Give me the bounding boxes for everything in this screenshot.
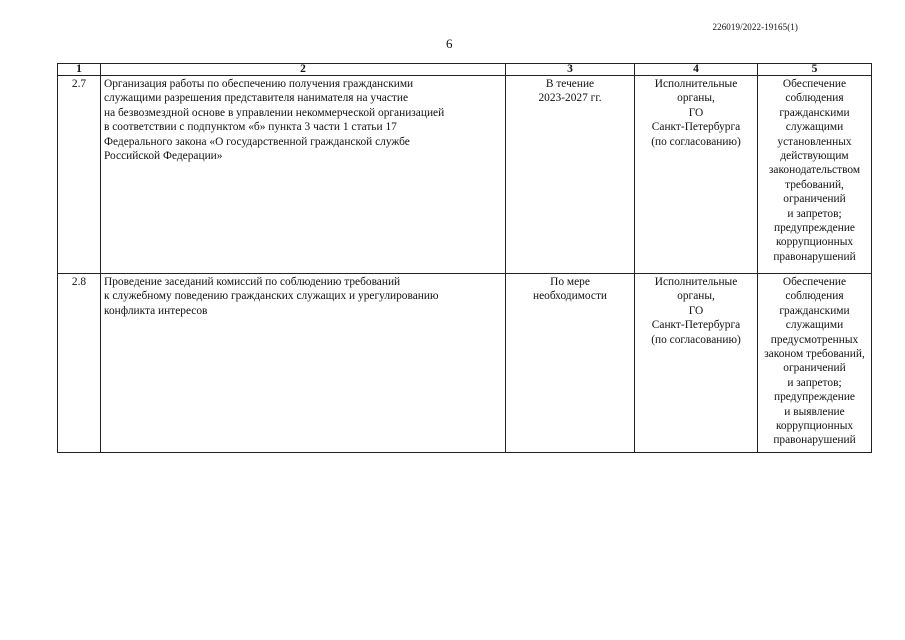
- term-line: По мере: [550, 276, 590, 288]
- executors-line: (по согласованию): [651, 333, 741, 346]
- result-line: и выявление: [784, 405, 845, 418]
- column-header-4: 4: [635, 64, 758, 76]
- executors-line: Исполнительные: [654, 276, 738, 288]
- description-line: конфликта интересов: [104, 304, 208, 317]
- term-line: необходимости: [532, 290, 608, 303]
- result-line: законом требований,: [764, 348, 865, 361]
- description-line: к служебному поведению гражданских служащих и урегулированию: [104, 290, 439, 303]
- table-row: [58, 274, 872, 453]
- column-header-2: 2: [101, 64, 506, 76]
- description-line: на безвозмездной основе в управлении некоммерческой организацией: [104, 106, 445, 119]
- result-line: гражданскими: [779, 304, 850, 317]
- result-line: действующим: [780, 150, 849, 163]
- row-result: [758, 274, 872, 453]
- result-line: служащими: [785, 319, 844, 332]
- executors-line: органы,: [677, 92, 715, 105]
- description-line: в соответствии с подпунктом «б» пункта 3 части 1 статьи 17: [104, 121, 397, 134]
- executors-line: Санкт-Петербурга: [651, 121, 741, 134]
- result-line: ограничений: [783, 362, 846, 375]
- row-executors: [635, 274, 758, 453]
- description-line: Проведение заседаний комиссий по соблюдению требований: [104, 276, 401, 288]
- result-line: гражданскими: [779, 106, 850, 119]
- result-line: и запретов;: [787, 376, 842, 389]
- column-header-3: 3: [506, 64, 635, 76]
- result-line: правонарушений: [773, 434, 856, 447]
- executors-line: ГО: [688, 106, 704, 119]
- term-line: 2023-2027 гг.: [538, 92, 602, 105]
- result-line: законодательством: [768, 164, 861, 177]
- result-line: предупреждение: [773, 222, 855, 235]
- row-term: [506, 76, 635, 274]
- row-term: [506, 274, 635, 453]
- table-header-row: [58, 64, 872, 76]
- page-number: 6: [446, 36, 453, 51]
- description-line: Федерального закона «О государственной гражданской службе: [104, 135, 410, 148]
- row-result: [758, 76, 872, 274]
- result-line: предупреждение: [773, 391, 855, 404]
- result-line: коррупционных: [775, 236, 854, 249]
- result-line: предусмотренных: [770, 333, 859, 346]
- result-line: соблюдения: [785, 92, 844, 105]
- result-line: Обеспечение: [782, 78, 847, 90]
- result-line: служащими: [785, 121, 844, 134]
- description-line: Организация работы по обеспечению получения гражданскими: [104, 78, 414, 90]
- row-number: 2.8: [58, 274, 101, 453]
- row-description: [101, 76, 506, 274]
- result-line: ограничений: [783, 193, 846, 206]
- executors-line: (по согласованию): [651, 135, 741, 148]
- row-number: 2.7: [58, 76, 101, 274]
- description-line: Российской Федерации»: [104, 150, 223, 163]
- column-header-5: 5: [758, 64, 872, 76]
- executors-line: органы,: [677, 290, 715, 303]
- row-executors: [635, 76, 758, 274]
- executors-line: ГО: [688, 304, 704, 317]
- result-line: правонарушений: [773, 250, 856, 263]
- result-line: Обеспечение: [782, 276, 847, 288]
- document-id: 226019/2022-19165(1): [712, 22, 798, 32]
- column-header-1: 1: [58, 64, 101, 76]
- table-row: [58, 76, 872, 274]
- term-line: В течение: [545, 78, 595, 90]
- result-line: соблюдения: [785, 290, 844, 303]
- description-line: служащими разрешения представителя нанимателя на участие: [104, 92, 409, 105]
- row-description: [101, 274, 506, 453]
- plan-table: [57, 63, 872, 453]
- executors-line: Санкт-Петербурга: [651, 319, 741, 332]
- result-line: установленных: [777, 135, 852, 148]
- result-line: и запретов;: [787, 207, 842, 220]
- result-line: требований,: [785, 178, 844, 191]
- executors-line: Исполнительные: [654, 78, 738, 90]
- result-line: коррупционных: [775, 420, 854, 433]
